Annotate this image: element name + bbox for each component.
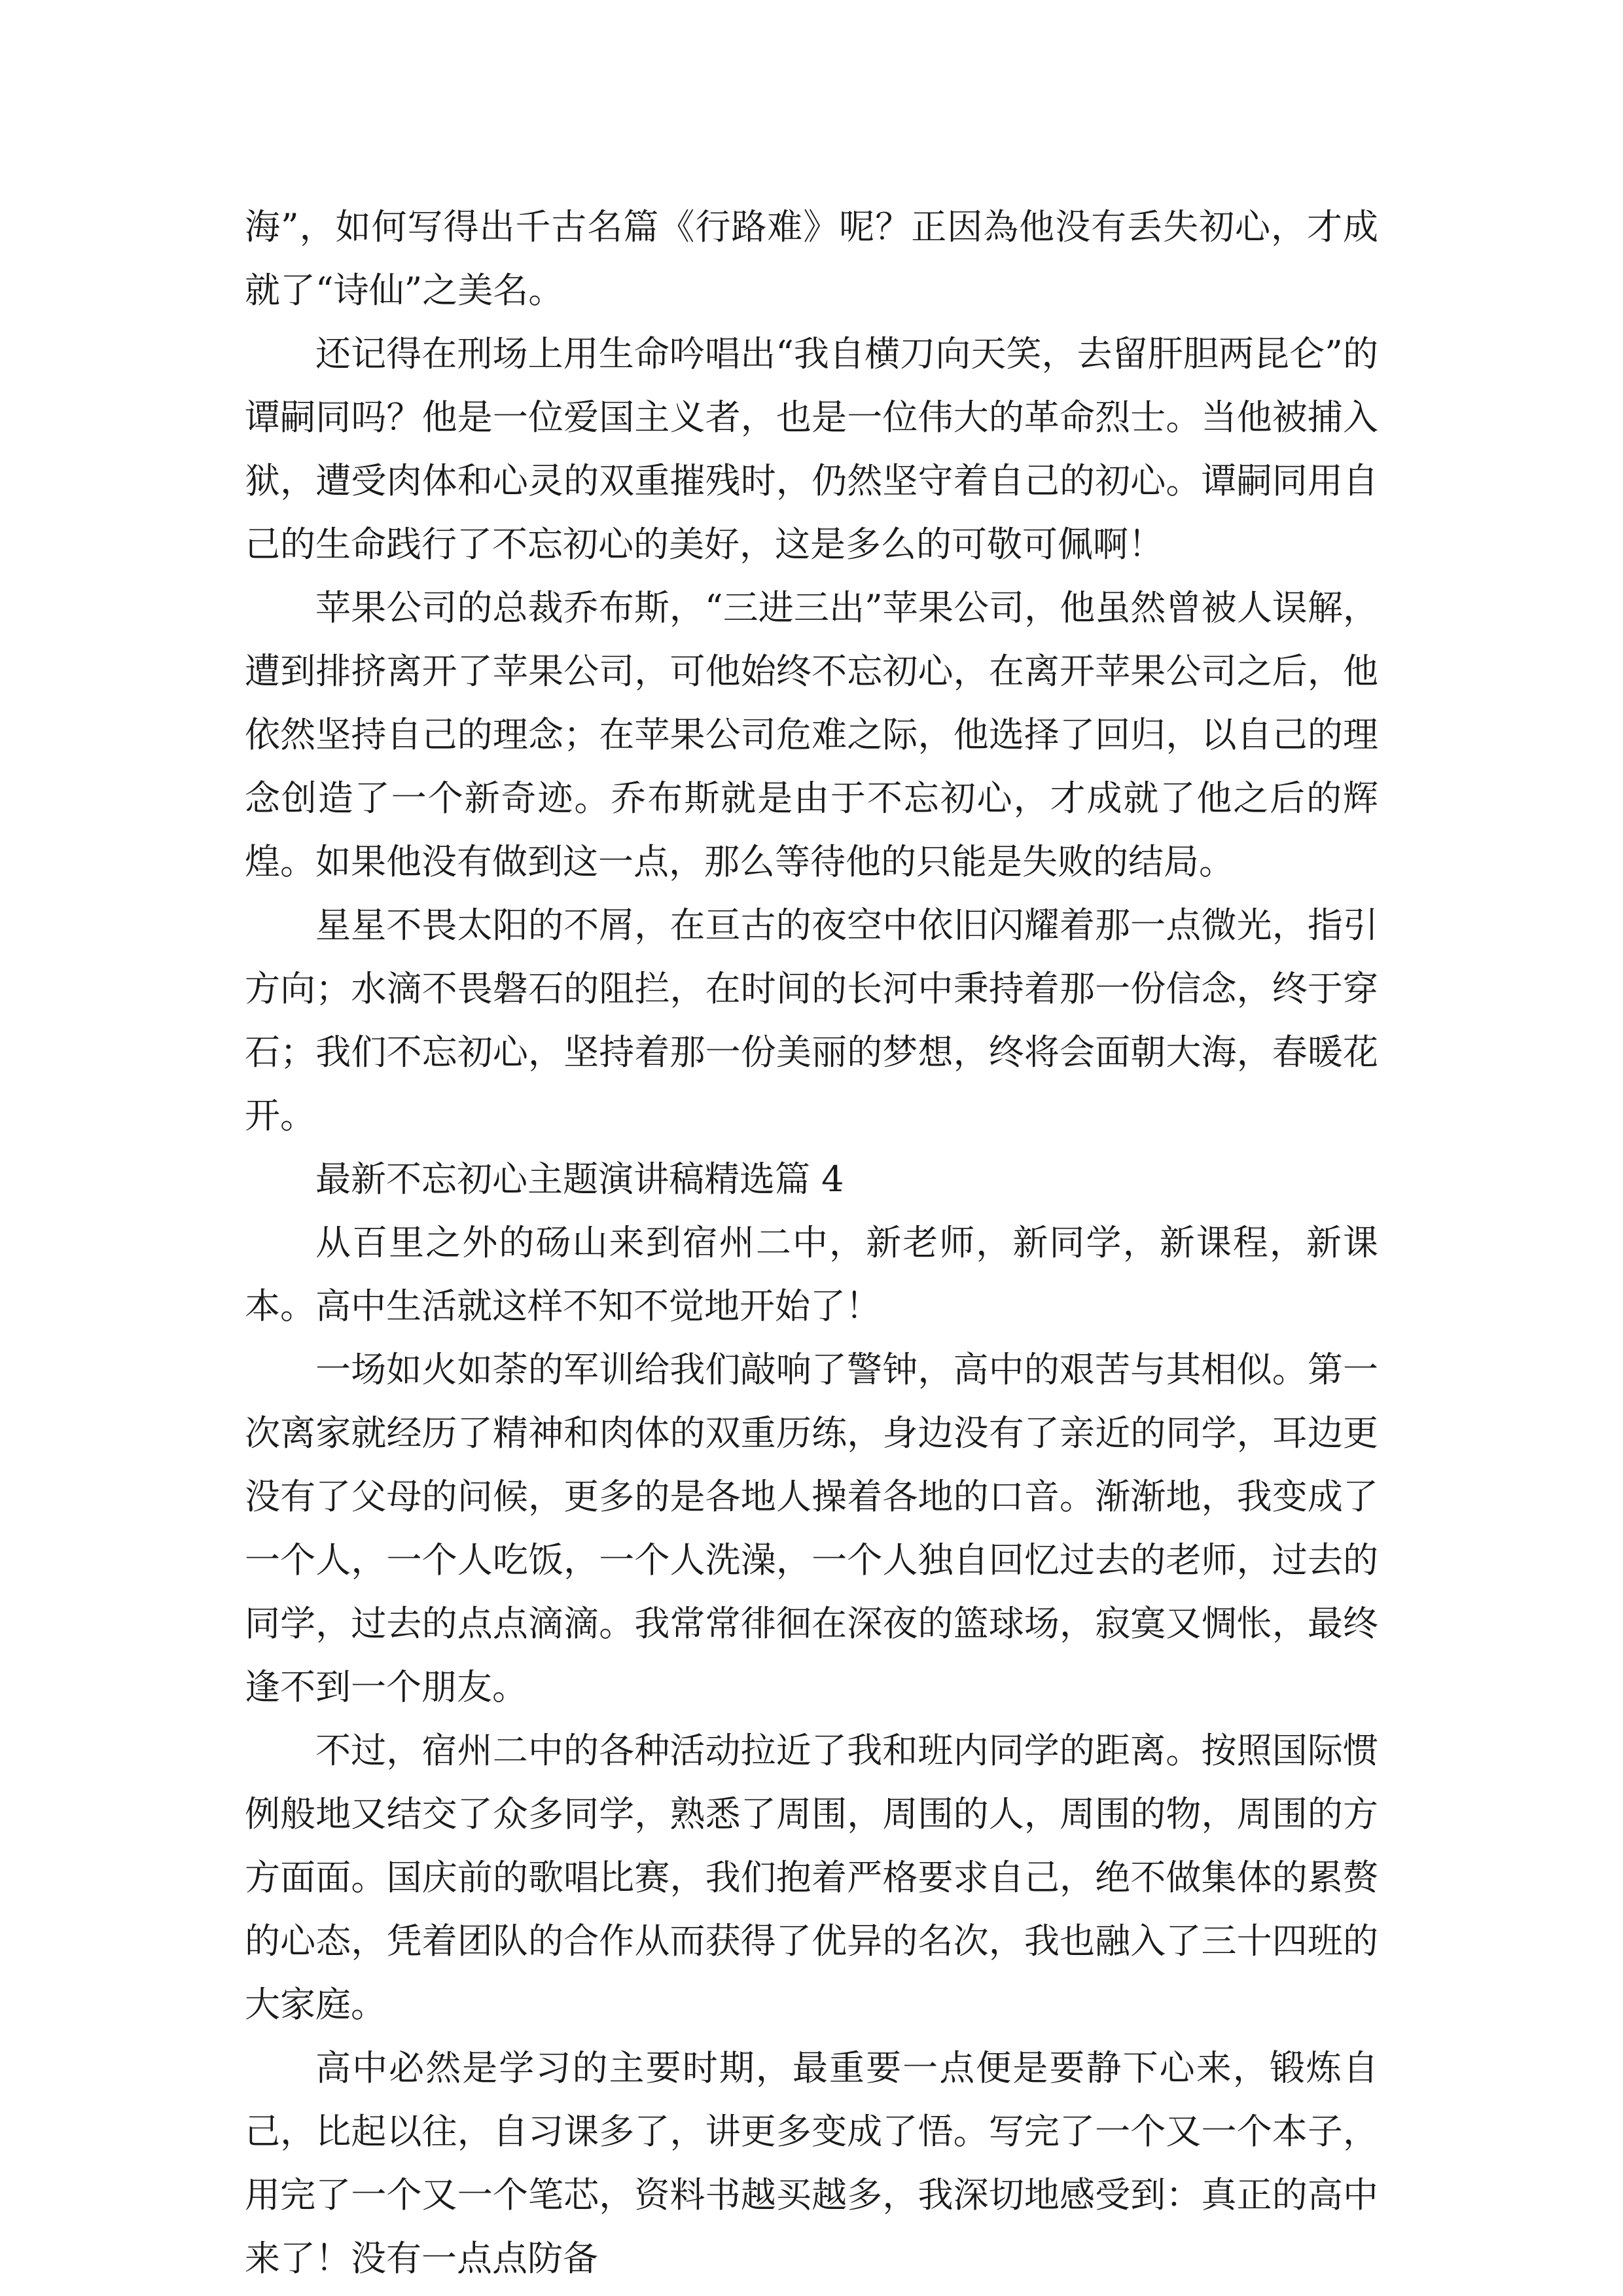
paragraph: 一场如火如荼的军训给我们敲响了警钟，高中的艰苦与其相似。第一次离家就经历了精神和肉体的双重历练，身边没有了亲近的同学，耳边更没有了父母的问候，更多的是各地人操着各地的口音。渐渐地，我变成了一个人，一个人吃饭，一个人洗澡，一个人独自回忆过去的老师，过去的同学，过去的点点滴滴。我常常徘徊在深夜的篮球场，寂寞又惆怅，最终逢不到一个朋友。	[245, 1349, 1378, 1708]
paragraph: 还记得在刑场上用生命吟唱出“我自横刀向天笑，去留肝胆两昆仑”的谭嗣同吗？他是一位爱国主义者，也是一位伟大的革命烈士。当他被捕入狱，遭受肉体和心灵的双重摧残时，仍然坚守着自己的初心。谭嗣同用自己的生命践行了不忘初心的美好，这是多么的可敬可佩啊！	[245, 333, 1378, 565]
paragraph: 星星不畏太阳的不屑，在亘古的夜空中依旧闪耀着那一点微光，指引方向；水滴不畏磐石的阻拦，在时间的长河中秉持着那一份信念，终于穿石；我们不忘初心，坚持着那一份美丽的梦想，终将会面朝大海，春暖花开。	[245, 905, 1378, 1136]
paragraph: 海”，如何写得出千古名篇《行路难》呢？正因為他没有丢失初心，才成就了“诗仙”之美名。	[245, 206, 1378, 311]
paragraph: 苹果公司的总裁乔布斯，“三进三出”苹果公司，他虽然曾被人误解，遭到排挤离开了苹果公司，可他始终不忘初心，在离开苹果公司之后，他依然坚持自己的理念；在苹果公司危难之际，他选择了回归，以自己的理念创造了一个新奇迹。乔布斯就是由于不忘初心，才成就了他之后的辉煌。如果他没有做到这一点，那么等待他的只能是失败的结局。	[245, 587, 1378, 882]
document-body	[245, 195, 1378, 2290]
section-heading: 最新不忘初心主题演讲稿精选篇 4	[315, 1158, 844, 1200]
paragraph: 高中必然是学习的主要时期，最重要一点便是要静下心来，锻炼自己，比起以往，自习课多了，讲更多变成了悟。写完了一个又一个本子，用完了一个又一个笔芯，资料书越买越多，我深切地感受到：真正的高中来了！没有一点点防备	[245, 2047, 1378, 2279]
paragraph: 从百里之外的砀山来到宿州二中，新老师，新同学，新课程，新课本。高中生活就这样不知不觉地开始了！	[245, 1222, 1378, 1327]
paragraph: 不过，宿州二中的各种活动拉近了我和班内同学的距离。按照国际惯例般地又结交了众多同学，熟悉了周围，周围的人，周围的物，周围的方方面面。国庆前的歌唱比赛，我们抱着严格要求自己，绝不做集体的累赘的心态，凭着团队的合作从而获得了优异的名次，我也融入了三十四班的大家庭。	[245, 1730, 1378, 2025]
